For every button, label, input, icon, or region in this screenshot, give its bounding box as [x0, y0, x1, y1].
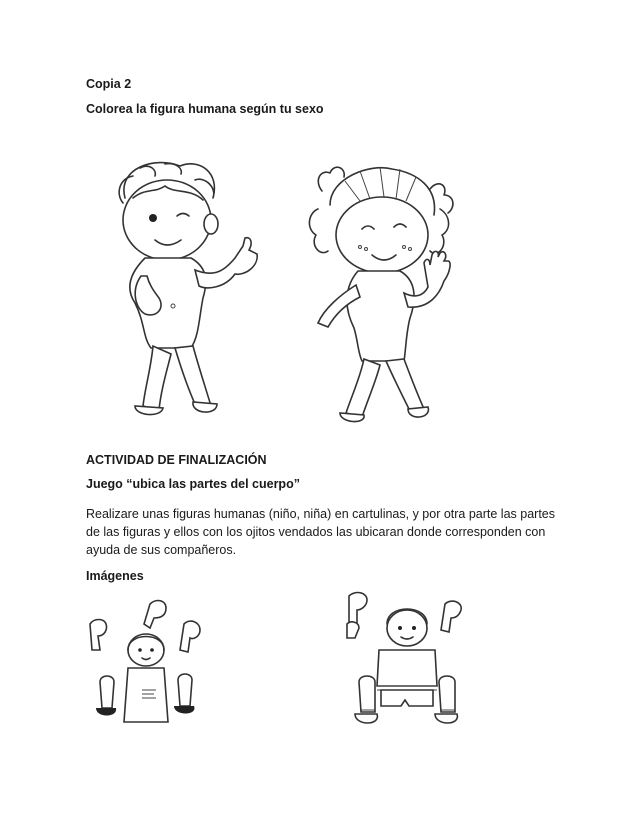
section-heading: ACTIVIDAD DE FINALIZACIÓN [86, 453, 267, 467]
girl-puzzle-image [84, 598, 214, 738]
boy-puzzle-image [335, 590, 485, 750]
images-heading: Imágenes [86, 569, 144, 583]
copy-label: Copia 2 [86, 77, 132, 91]
boy-coloring-figure [95, 158, 270, 423]
girl-coloring-figure [300, 163, 480, 428]
instruction-text: Colorea la figura humana según tu sexo [86, 102, 324, 116]
game-description: Realizare unas figuras humanas (niño, niña) en cartulinas, y por otra parte las partes de las figuras y ellos con los ojitos vendados las ubicaran donde corresponden con ayuda de sus compañeros. [86, 507, 556, 557]
game-title: Juego “ubica las partes del cuerpo” [86, 477, 300, 491]
